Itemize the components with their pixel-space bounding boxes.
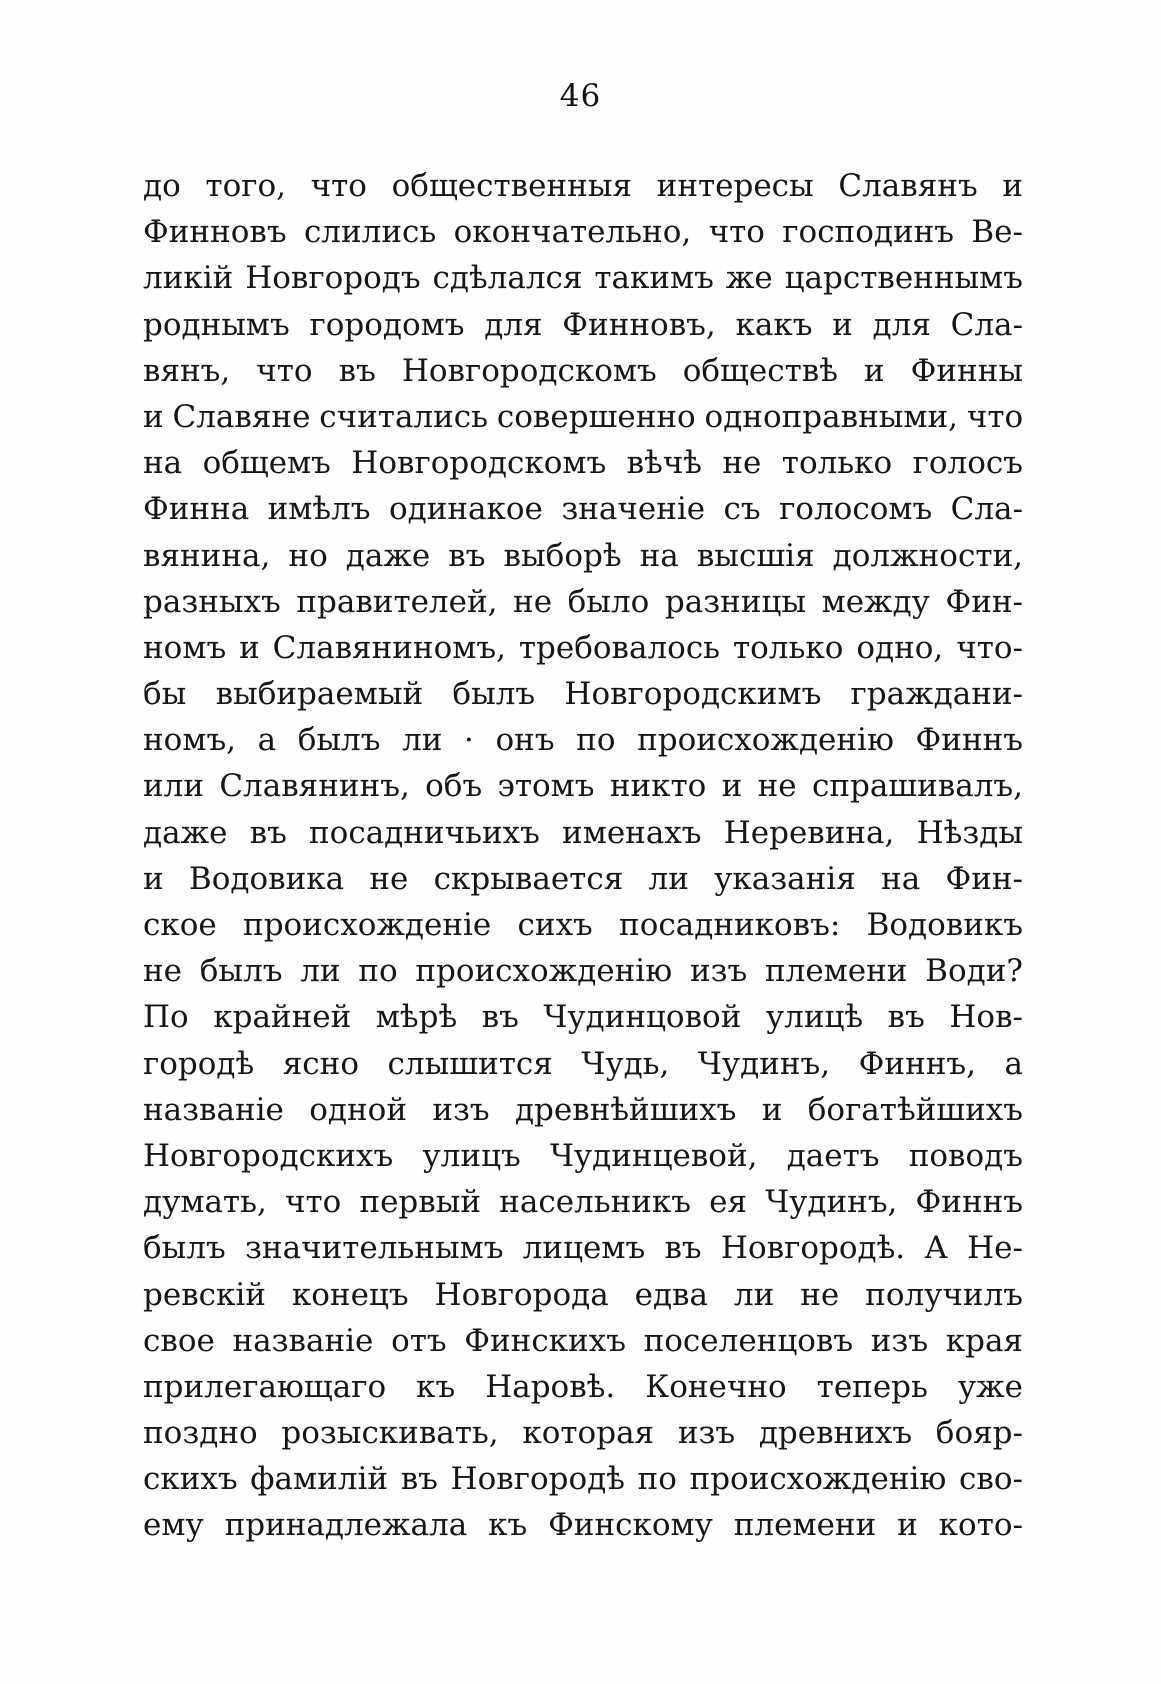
text-line: скихъ фамилій въ Новгородѣ по происхожденію сво- — [143, 1461, 1023, 1498]
text-line: названіе одной изъ древнѣйшихъ и богатѣйшихъ — [143, 1091, 1023, 1128]
text-line: ревскій конецъ Новгорода едва ли не получилъ — [143, 1276, 1023, 1313]
text-line: Новгородскихъ улицъ Чудинцевой, даетъ поводъ — [143, 1137, 1023, 1174]
text-line: думать, что первый насельникъ ея Чудинъ, Финнъ — [143, 1184, 1023, 1221]
text-line: городѣ ясно слышится Чудь, Чудинъ, Финнъ, а — [143, 1045, 1023, 1082]
text-line: Финна имѣлъ одинакое значеніе съ голосомъ Сла- — [143, 491, 1023, 528]
text-line: ское происхожденіе сихъ посадниковъ: Водовикъ — [143, 907, 1023, 943]
text-line: номъ и Славяниномъ, требовалось только одно, что- — [143, 629, 1023, 666]
text-line: даже въ посадничьихъ именахъ Неревина, Нѣзды — [143, 814, 1023, 851]
text-body — [143, 163, 1023, 1549]
text-line: на общемъ Новгородскомъ вѣчѣ не только голосъ — [143, 445, 1023, 482]
text-line: прилегающаго къ Наровѣ. Конечно теперь уже — [143, 1368, 1023, 1405]
text-line: номъ, а былъ ли · онъ по происхожденію Финнъ — [143, 722, 1023, 759]
text-line: вянина, но даже въ выборѣ на высшія должности, — [143, 537, 1023, 574]
text-line: По крайней мѣрѣ въ Чудинцовой улицѣ въ Нов- — [143, 999, 1023, 1036]
text-line: былъ значительнымъ лицемъ въ Новгородѣ. А Не- — [143, 1230, 1023, 1267]
text-line: Финновъ слились окончательно, что господинъ Ве- — [143, 214, 1023, 251]
text-line: не былъ ли по происхожденію изъ племени Води? — [143, 953, 1023, 990]
text-line: разныхъ правителей, не было разницы между Фин- — [143, 583, 1023, 620]
text-line: и Славяне считались совершенно одноправными, что — [143, 398, 1023, 435]
text-line: ему принадлежала къ Финскому племени и кото- — [143, 1507, 1023, 1544]
text-line: вянъ, что въ Новгородскомъ обществѣ и Финны — [143, 352, 1023, 389]
text-line: свое названіе отъ Финскихъ поселенцовъ изъ края — [143, 1322, 1023, 1359]
text-line: ликій Новгородъ сдѣлался такимъ же царственнымъ — [143, 260, 1023, 297]
text-line: и Водовика не скрывается ли указанія на Фин- — [143, 860, 1023, 897]
text-line: поздно розыскивать, которая изъ древнихъ бояр- — [143, 1415, 1023, 1452]
text-line: или Славянинъ, объ этомъ никто и не спрашивалъ, — [143, 768, 1023, 805]
text-line: до того, что общественныя интересы Славянъ и — [143, 168, 1023, 204]
text-line: роднымъ городомъ для Финновъ, какъ и для Сла- — [143, 306, 1023, 343]
text-line: бы выбираемый былъ Новгородскимъ граждани- — [143, 676, 1023, 713]
page-number: 46 — [559, 78, 602, 114]
